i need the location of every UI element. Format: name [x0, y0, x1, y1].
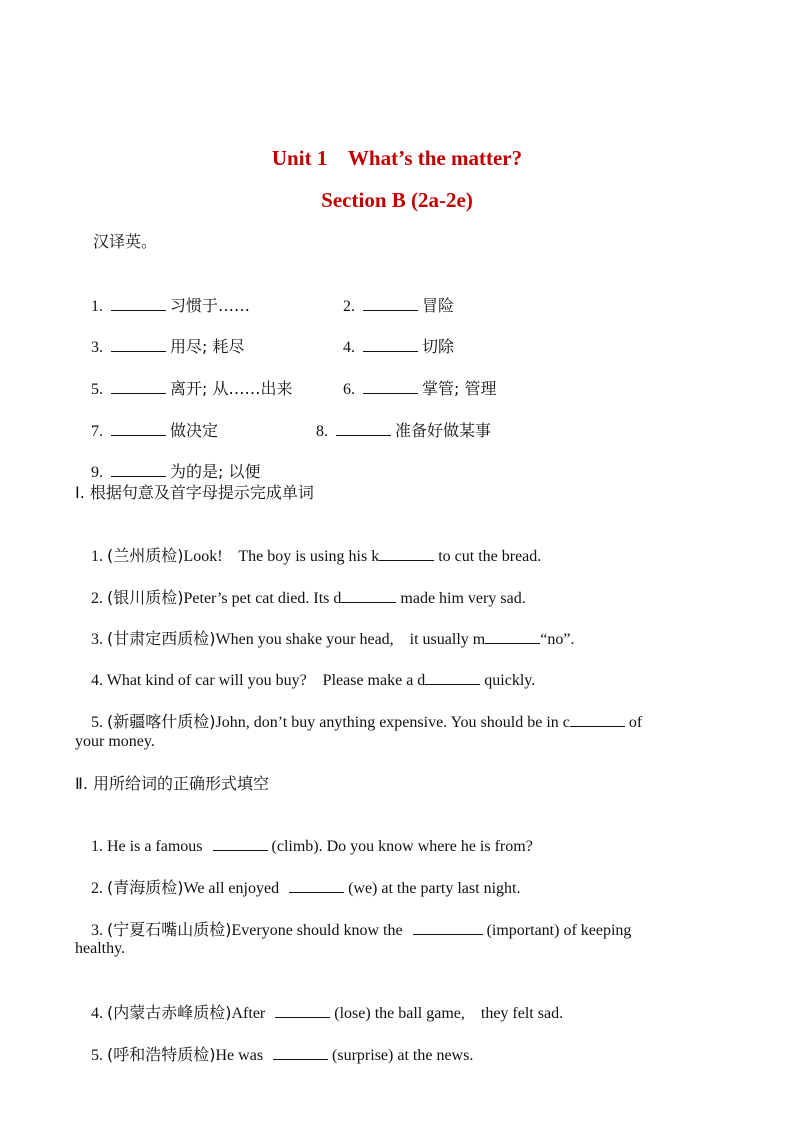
part2-question-3-continued: healthy.: [75, 940, 126, 957]
answer-blank[interactable]: [425, 669, 480, 685]
part1-heading: Ⅰ. 根据句意及首字母提示完成单词: [75, 483, 314, 502]
part2-question-2: 2. (青海质检)We all enjoyed (we) at the party last night.: [91, 878, 521, 897]
answer-blank[interactable]: [111, 336, 166, 352]
vocab-item: 3. 用尽; 耗尽: [91, 337, 245, 356]
part1-question-1: 1. (兰州质检)Look! The boy is using his k to cut the bread.: [91, 546, 542, 565]
answer-blank[interactable]: [273, 1044, 328, 1060]
answer-blank[interactable]: [363, 336, 418, 352]
answer-blank[interactable]: [289, 877, 344, 893]
part1-question-5-continued: your money.: [75, 733, 155, 750]
answer-blank[interactable]: [341, 587, 396, 603]
vocab-item: 2. 冒险: [343, 296, 455, 315]
answer-blank[interactable]: [413, 919, 483, 935]
part2-question-4: 4. (内蒙古赤峰质检)After (lose) the ball game, they felt sad.: [91, 1003, 564, 1022]
part2-question-3: 3. (宁夏石嘴山质检)Everyone should know the (important) of keeping: [91, 920, 632, 939]
vocab-item: 4. 切除: [343, 337, 455, 356]
answer-blank[interactable]: [570, 711, 625, 727]
answer-blank[interactable]: [213, 835, 268, 851]
answer-blank[interactable]: [379, 545, 434, 561]
part1-question-5: 5. (新疆喀什质检)John, don’t buy anything expensive. You should be in c of: [91, 712, 643, 731]
vocab-item: 7. 做决定: [91, 421, 219, 440]
section-title: Section B (2a-2e): [321, 188, 473, 212]
vocab-item: 5. 离开; 从……出来: [91, 379, 293, 398]
answer-blank[interactable]: [111, 420, 166, 436]
part1-question-3: 3. (甘肃定西质检)When you shake your head, it usually m “no”.: [91, 629, 575, 648]
answer-blank[interactable]: [363, 295, 418, 311]
answer-blank[interactable]: [485, 628, 540, 644]
part2-question-1: 1. He is a famous (climb). Do you know where he is from?: [75, 815, 533, 877]
answer-blank[interactable]: [275, 1002, 330, 1018]
answer-blank[interactable]: [336, 420, 391, 436]
vocab-item: 6. 掌管; 管理: [343, 379, 497, 398]
translation-instruction: 汉译英。: [93, 232, 158, 251]
answer-blank[interactable]: [111, 295, 166, 311]
vocab-item: 1. 习惯于……: [91, 296, 251, 315]
unit-title: Unit 1 What’s the matter?: [271, 146, 523, 170]
answer-blank[interactable]: [363, 378, 418, 394]
answer-blank[interactable]: [111, 378, 166, 394]
part1-question-2: 2. (银川质检)Peter’s pet cat died. Its d made him very sad.: [91, 588, 526, 607]
answer-blank[interactable]: [111, 461, 166, 477]
vocab-item: 9. 为的是; 以便: [91, 462, 261, 481]
vocab-item: 8. 准备好做某事: [316, 421, 492, 440]
part2-heading: Ⅱ. 用所给词的正确形式填空: [75, 774, 270, 793]
part2-question-5: 5. (呼和浩特质检)He was (surprise) at the news.: [91, 1045, 474, 1064]
part1-question-4: 4. What kind of car will you buy? Please make a d quickly.: [75, 649, 535, 711]
